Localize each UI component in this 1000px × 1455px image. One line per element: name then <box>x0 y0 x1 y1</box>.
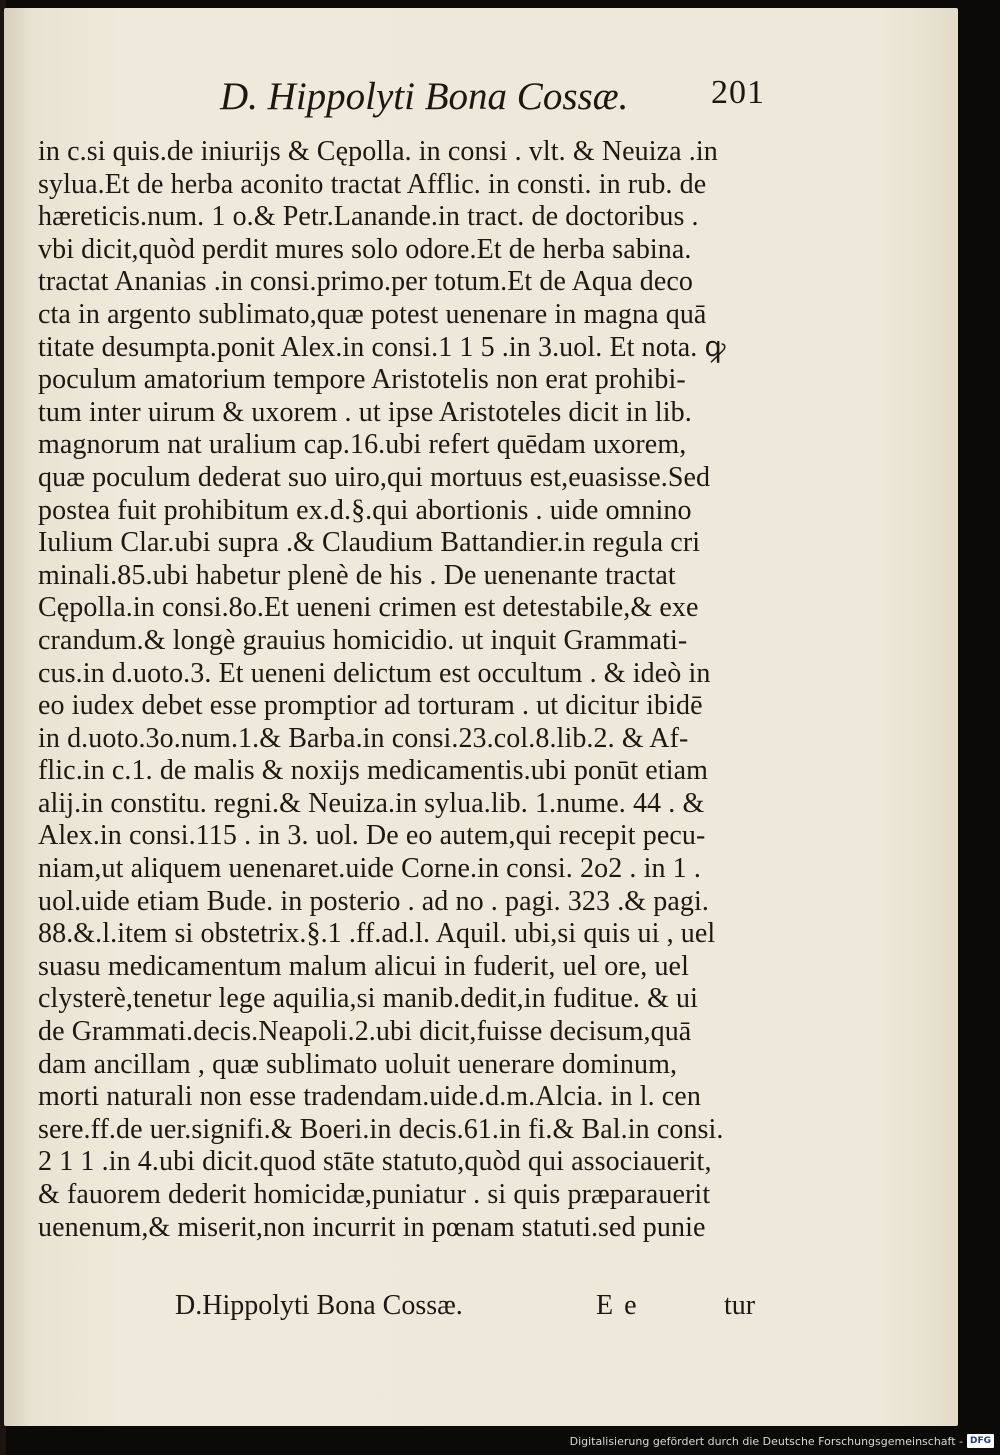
text-line: suasu medicamentum malum alicui in fuderit, uel ore, uel <box>38 950 689 982</box>
text-line: de Grammati.decis.Neapoli.2.ubi dicit,fuisse decisum,quā <box>38 1016 692 1048</box>
dfg-logo-icon: DFG <box>967 1434 994 1448</box>
text-line: eo iudex debet esse promptior ad torturam . ut dicitur ibidē <box>38 690 703 722</box>
text-line: 2 1 1 .in 4.ubi dicit.quod stāte statuto,quòd qui associauerit, <box>38 1146 712 1178</box>
text-line: tum inter uirum & uxorem . ut ipse Aristoteles dicit in lib. <box>38 396 692 428</box>
text-line: vbi dicit,quòd perdit mures solo odore.Et de herba sabina. <box>38 233 692 265</box>
text-line: & fauorem dederit homicidæ,puniatur . si quis præparauerit <box>38 1179 711 1210</box>
text-line: titate desumpta.ponit Alex.in consi.1 1 5 .in 3.uol. Et nota. ꝙ <box>38 331 726 363</box>
text-line: uenenum,& miserit,non incurrit in pœnam statuti.sed punie <box>38 1211 706 1243</box>
text-line: Iulium Clar.ubi supra .& Claudium Battandier.in regula cri <box>38 527 701 559</box>
text-line: flic.in c.1. de malis & noxijs medicamentis.ubi ponūt etiam <box>38 755 708 787</box>
page-number: 201 <box>711 74 765 111</box>
text-line: in c.si quis.de iniurijs & Cępolla. in consi . vlt. & Neuiza .in <box>38 136 718 167</box>
footer-running-title: D.Hippolyti Bona Cossæ. <box>175 1290 463 1321</box>
text-line: clysterè,tenetur lege aquilia,si manib.dedit,in fuditue. & ui <box>38 983 699 1015</box>
text-line: quæ poculum dederat suo uiro,qui mortuus est,euasisse.Sed <box>38 461 711 493</box>
text-line: poculum amatorium tempore Aristotelis non erat prohibi- <box>38 364 686 396</box>
text-line: in d.uoto.3o.num.1.& Barba.in consi.23.col.8.lib.2. & Af- <box>38 722 689 754</box>
text-line: morti naturali non esse tradendam.uide.d.m.Alcia. in l. cen <box>38 1081 701 1113</box>
text-line: crandum.& longè grauius homicidio. ut inquit Grammati- <box>38 624 688 656</box>
text-line: hæreticis.num. 1 o.& Petr.Lanande.in tract. de doctoribus . <box>38 201 699 233</box>
text-line: alij.in constitu. regni.& Neuiza.in sylua.lib. 1.nume. 44 . & <box>38 787 705 819</box>
body-text <box>38 136 808 1244</box>
text-line: magnorum nat uralium cap.16.ubi refert quēdam uxorem, <box>38 429 687 461</box>
text-line: postea fuit prohibitum ex.d.§.qui abortionis . uide omnino <box>38 494 692 526</box>
text-line: uol.uide etiam Bude. in posterio . ad no . pagi. 323 .& pagi. <box>38 885 709 917</box>
catchword: tur <box>724 1290 756 1321</box>
text-line: dam ancillam , quæ sublimato uoluit uenerare dominum, <box>38 1048 678 1080</box>
running-title: D. Hippolyti Bona Cossæ. <box>220 75 629 118</box>
text-line: niam,ut aliquem uenenaret.uide Corne.in consi. 2o2 . in 1 . <box>38 853 701 885</box>
text-line: cta in argento sublimato,quæ potest uenenare in magna quā <box>38 298 707 330</box>
digitization-credit <box>570 1433 994 1449</box>
text-line: Alex.in consi.115 . in 3. uol. De eo autem,qui recepit pecu- <box>38 820 706 852</box>
signature-mark: E e <box>596 1290 639 1321</box>
text-line: tractat Ananias .in consi.primo.per totum.Et de Aqua deco <box>38 266 693 298</box>
page-header <box>220 74 800 124</box>
text-line: 88.&.l.item si obstetrix.§.1 .ff.ad.l. Aquil. ubi,si quis ui , uel <box>38 918 716 950</box>
page-footer <box>175 1290 775 1328</box>
text-line: cus.in d.uoto.3. Et ueneni delictum est occultum . & ideò in <box>38 657 711 689</box>
text-line: sylua.Et de herba aconito tractat Afflic. in consti. in rub. de <box>38 168 707 200</box>
text-line: minali.85.ubi habetur plenè de his . De uenenante tractat <box>38 559 676 591</box>
text-line: sere.ff.de uer.signifi.& Boeri.in decis.61.in fi.& Bal.in consi. <box>38 1113 724 1145</box>
text-line: Cępolla.in consi.8o.Et ueneni crimen est detestabile,& exe <box>38 592 699 624</box>
credit-text: Digitalisierung gefördert durch die Deutsche Forschungsgemeinschaft - <box>569 1434 963 1448</box>
